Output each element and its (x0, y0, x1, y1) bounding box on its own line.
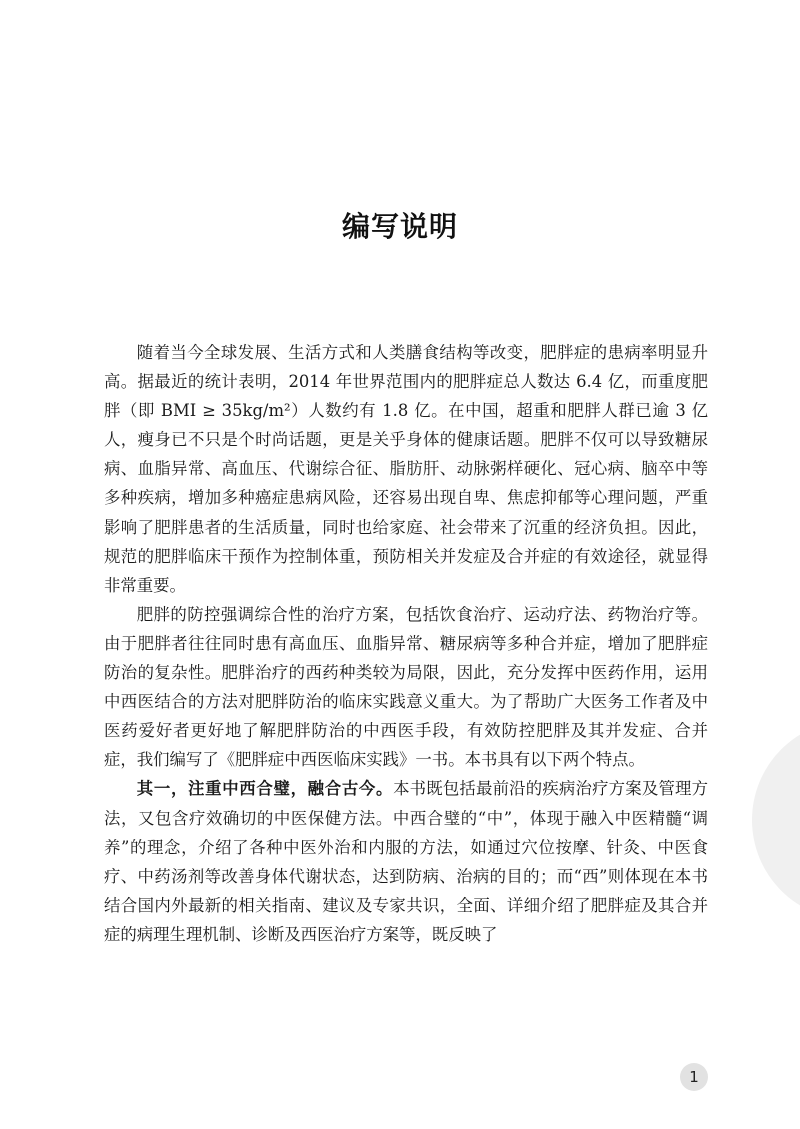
body-text (104, 338, 708, 949)
paragraph-3 (104, 774, 708, 949)
page-title: 编写说明 (341, 210, 458, 243)
paragraph-1: 随着当今全球发展、生活方式和人类膳食结构等改变，肥胖症的患病率明显升高。据最近的统计表明，2014 年世界范围内的肥胖症总人数达 6.4 亿，而重度肥胖（即 BMI ≥ 35kg/m²）人数约有 1.8 亿。在中国，超重和肥胖人群已逾 3 亿人，瘦身已不只是个时尚话题，更是关乎身体的健康话题。肥胖不仅可以导致糖尿病、血脂异常、高血压、代谢综合征、脂肪肝、动脉粥样硬化、冠心病、脑卒中等多种疾病，增加多种癌症患病风险，还容易出现自卑、焦虑抑郁等心理问题，严重影响了肥胖患者的生活质量，同时也给家庭、社会带来了沉重的经济负担。因此，规范的肥胖临床干预作为控制体重，预防相关并发症及合并症的有效途径，就显得非常重要。 (104, 343, 708, 595)
paragraph-2: 肥胖的防控强调综合性的治疗方案，包括饮食治疗、运动疗法、药物治疗等。由于肥胖者往往同时患有高血压、血脂异常、糖尿病等多种合并症，增加了肥胖症防治的复杂性。肥胖治疗的西药种类较为局限，因此，充分发挥中医药作用，运用中西医结合的方法对肥胖防治的临床实践意义重大。为了帮助广大医务工作者及中医药爱好者更好地了解肥胖防治的中西医手段，有效防控肥胖及其并发症、合并症，我们编写了《肥胖症中西医临床实践》一书。本书具有以下两个特点。 (104, 604, 708, 770)
page-number-badge (680, 1063, 708, 1091)
paragraph-3-lead: 其一，注重中西合璧，融合古今。 (136, 779, 394, 799)
page-number: 1 (689, 1068, 699, 1086)
decorative-circle (752, 720, 800, 920)
paragraph-3-text: 本书既包括最前沿的疾病治疗方案及管理方法，又包含疗效确切的中医保健方法。中西合璧的“中”，体现于融入中医精髓“调养”的理念，介绍了各种中医外治和内服的方法，如通过穴位按摩、针灸、中医食疗、中药汤剂等改善身体代谢状态，达到防病、治病的目的；而“西”则体现在本书结合国内外最新的相关指南、建议及专家共识，全面、详细介绍了肥胖症及其合并症的病理生理机制、诊断及西医治疗方案等，既反映了 (104, 779, 709, 944)
